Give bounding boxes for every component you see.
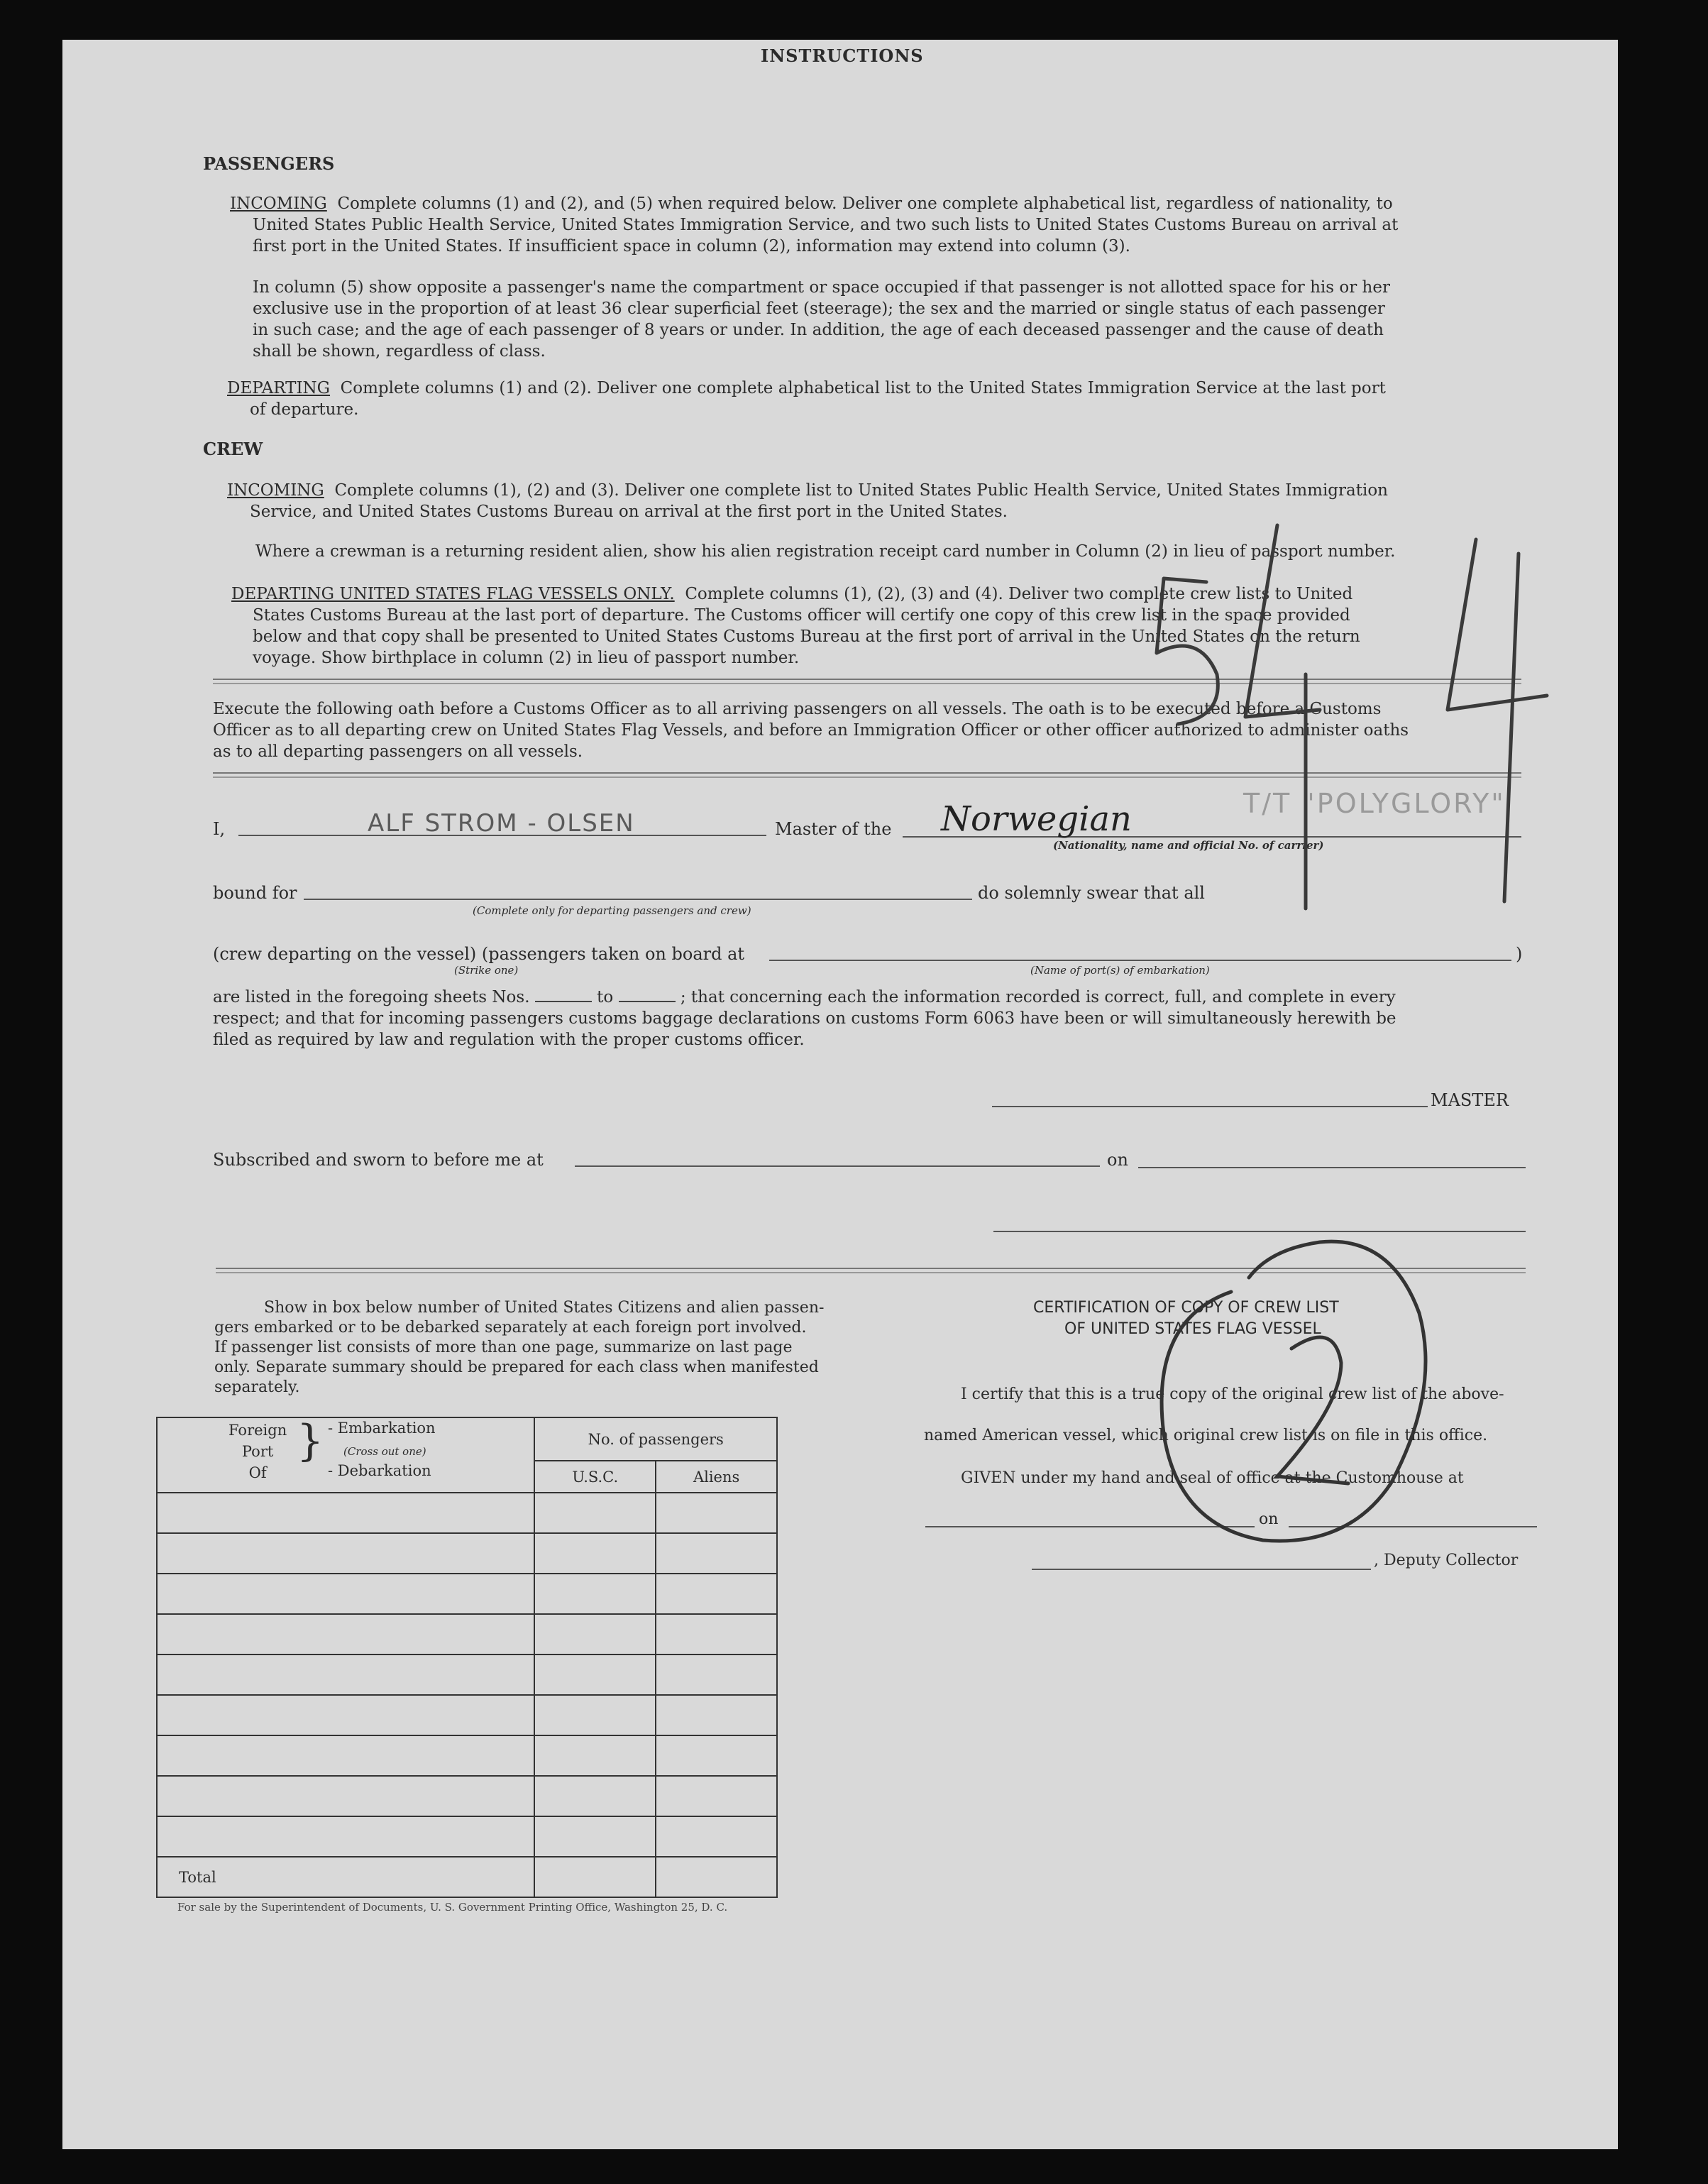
summary-intro-4: only. Separate summary should be prepared for each class when manifested bbox=[214, 1359, 819, 1376]
cert-text-1: I certify that this is a true copy of the original crew list of the above- bbox=[961, 1385, 1504, 1403]
usc-header: U.S.C. bbox=[534, 1461, 656, 1493]
crew-incoming-text-2: Service, and United States Customs Bureau on arrival at the first port in the United States. bbox=[250, 503, 1008, 521]
column5-text-3: in such case; and the age of each passenger of 8 years or under. In addition, the age of each deceased passenger and the cause of death bbox=[253, 321, 1384, 339]
cert-text-3: GIVEN under my hand and seal of office at the Customhouse at bbox=[961, 1469, 1464, 1487]
embarkation-caption: (Name of port(s) of embarkation) bbox=[1030, 964, 1210, 977]
column5-text-1: In column (5) show opposite a passenger's name the compartment or space occupied if that passenger is not allotted space for his or her bbox=[253, 278, 1390, 297]
oath-intro-3: as to all departing passengers on all vessels. bbox=[213, 742, 583, 761]
close-paren: ) bbox=[1516, 944, 1523, 964]
cert-title-1: CERTIFICATION OF COPY OF CREW LIST bbox=[1033, 1299, 1339, 1317]
embarkation-label[interactable]: - Embarkation bbox=[328, 1420, 436, 1437]
total-label: Total bbox=[157, 1857, 534, 1897]
debarkation-label[interactable]: - Debarkation bbox=[328, 1462, 431, 1479]
crew-departing-text-2: States Customs Bureau at the last port of departure. The Customs officer will certify one copy of this crew list in the space provided bbox=[253, 606, 1350, 625]
to-label: to bbox=[597, 988, 614, 1006]
of-label: Of bbox=[248, 1464, 267, 1481]
strike-caption: (Strike one) bbox=[454, 964, 519, 977]
crew-departing-text-3: below and that copy shall be presented to United States Customs Bureau at the first port of arrival in the United States on the return bbox=[253, 627, 1360, 646]
handwritten-number-544 bbox=[1157, 525, 1547, 909]
summary-intro-1: Show in box below number of United States Citizens and alien passen- bbox=[264, 1299, 825, 1317]
page-title: INSTRUCTIONS bbox=[761, 45, 924, 66]
master-label: MASTER bbox=[1431, 1090, 1509, 1110]
sheets-text-3: filed as required by law and regulation with the proper customs officer. bbox=[213, 1031, 805, 1049]
crew-incoming-label: INCOMING bbox=[227, 481, 324, 500]
nationality-handwritten: Norwegian bbox=[941, 799, 1132, 839]
departing-text-1: Complete columns (1) and (2). Deliver one complete alphabetical list to the United States Immigration Service at the last port bbox=[340, 379, 1386, 397]
cross-out-label: (Cross out one) bbox=[343, 1445, 426, 1458]
deputy-label: , Deputy Collector bbox=[1374, 1552, 1519, 1569]
incoming-text-2: United States Public Health Service, United States Immigration Service, and two such lists to United States Customs Bureau on arrival at bbox=[253, 216, 1399, 234]
crew-departing-text-4: voyage. Show birthplace in column (2) in lieu of passport number. bbox=[253, 649, 800, 667]
crew-departing-text-1: Complete columns (1), (2), (3) and (4). Deliver two complete crew lists to United bbox=[685, 585, 1353, 603]
crew-departing-label: DEPARTING UNITED STATES FLAG VESSELS ONLY. bbox=[231, 585, 675, 603]
column5-text-2: exclusive use in the proportion of at least 36 clear superficial feet (steerage); the sex and the married or single status of each passenger bbox=[253, 300, 1385, 318]
crew-resident-alien: Where a crewman is a returning resident alien, show his alien registration receipt card number in Column (2) in lieu of passport number. bbox=[255, 542, 1396, 561]
cert-on-label: on bbox=[1259, 1510, 1279, 1528]
i-label: I, bbox=[213, 819, 226, 839]
master-name-stamp: ALF STROM - OLSEN bbox=[368, 809, 635, 838]
bound-for-label: bound for bbox=[213, 883, 297, 903]
incoming-text-3: first port in the United States. If insufficient space in column (2), information may extend into column (3). bbox=[253, 237, 1130, 256]
column5-text-4: shall be shown, regardless of class. bbox=[253, 342, 546, 361]
handwritten-circled-2 bbox=[1162, 1241, 1426, 1541]
sheets-label: are listed in the foregoing sheets Nos. bbox=[213, 988, 530, 1006]
oath-intro-2: Officer as to all departing crew on United States Flag Vessels, and before an Immigration Officer or other officer authorized to administer oaths bbox=[213, 721, 1409, 740]
crew-heading: CREW bbox=[203, 439, 263, 459]
subscribed-on-label: on bbox=[1107, 1150, 1128, 1170]
port-label: Port bbox=[241, 1443, 274, 1460]
incoming-label: INCOMING bbox=[230, 194, 327, 213]
incoming-text-1: Complete columns (1) and (2), and (5) when required below. Deliver one complete alphabetical list, regardless of nationality, to bbox=[337, 194, 1393, 213]
master-of-label: Master of the bbox=[775, 819, 892, 839]
nationality-caption: (Nationality, name and official No. of carrier) bbox=[1053, 839, 1324, 852]
subscribed-label: Subscribed and sworn to before me at bbox=[213, 1150, 544, 1170]
sheets-text-1: ; that concerning each the information recorded is correct, full, and complete in every bbox=[680, 988, 1396, 1006]
passengers-heading: PASSENGERS bbox=[203, 153, 335, 174]
summary-intro-5: separately. bbox=[214, 1378, 300, 1396]
cert-text-2: named American vessel, which original crew list is on file in this office. bbox=[924, 1427, 1488, 1444]
vessel-stamp: T/T "POLYGLORY" bbox=[1243, 788, 1506, 819]
brace-icon: } bbox=[297, 1416, 324, 1466]
summary-intro-2: gers embarked or to be debarked separately at each foreign port involved. bbox=[214, 1319, 807, 1337]
foreign-label: Foreign bbox=[228, 1422, 287, 1439]
bound-for-caption: (Complete only for departing passengers and crew) bbox=[473, 904, 751, 917]
swear-label: do solemnly swear that all bbox=[978, 883, 1205, 903]
oath-intro-1: Execute the following oath before a Customs Officer as to all arriving passengers on all vessels. The oath is to be executed before a Customs bbox=[213, 700, 1382, 718]
aliens-header: Aliens bbox=[656, 1461, 777, 1493]
departing-text-2: of departure. bbox=[250, 400, 359, 419]
summary-intro-3: If passenger list consists of more than one page, summarize on last page bbox=[214, 1339, 793, 1356]
departing-label: DEPARTING bbox=[227, 379, 331, 397]
cert-title-2: OF UNITED STATES FLAG VESSEL bbox=[1064, 1320, 1321, 1338]
footer-note: For sale by the Superintendent of Documents, U. S. Government Printing Office, Washington 25, D. C. bbox=[177, 1901, 728, 1914]
no-passengers-header: No. of passengers bbox=[534, 1417, 777, 1461]
crew-incoming-text-1: Complete columns (1), (2) and (3). Deliver one complete list to United States Public Health Service, United States Immigration bbox=[334, 481, 1388, 500]
sheets-text-2: respect; and that for incoming passengers customs baggage declarations on customs Form 6063 have been or will simultaneously herewith be bbox=[213, 1009, 1396, 1028]
strike-label: (crew departing on the vessel) (passengers taken on board at bbox=[213, 944, 745, 964]
